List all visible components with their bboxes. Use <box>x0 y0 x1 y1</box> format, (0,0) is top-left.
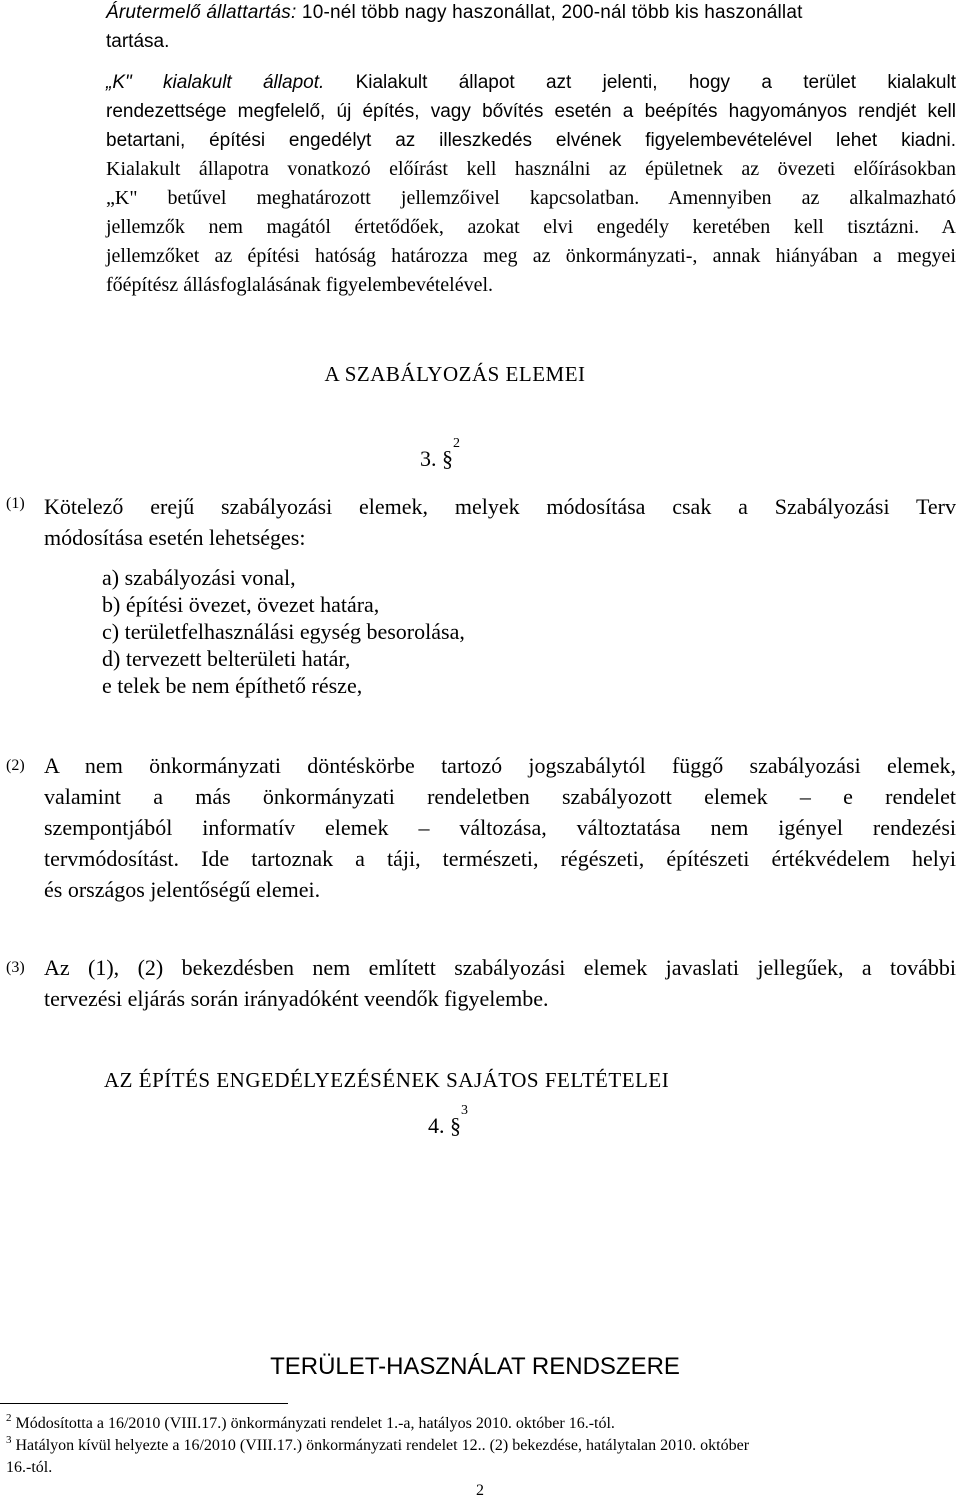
regulation-element-list <box>102 564 465 699</box>
para-1-text <box>44 491 956 553</box>
footnote-3 <box>6 1435 946 1479</box>
section-heading-text: AZ ÉPÍTÉS ENGEDÉLYEZÉSÉNEK SAJÁTOS FELTÉTELEI <box>104 1068 670 1092</box>
para-2-line-4: és országos jelentőségű elemei. <box>44 877 321 902</box>
footnote-marker: 3 <box>6 1434 12 1446</box>
para-number: (3) <box>6 959 25 976</box>
para-3-line-0: Az (1), (2) bekezdésben nem említett szabályozási elemek javaslati jellegűek, a további <box>44 955 956 980</box>
para-2-line-1: valamint a más önkormányzati rendeletben szabályozott elemek – e rendelet <box>44 784 956 809</box>
intro-term-definition: 10-nél több nagy haszonállat, 200-nál több kis haszonállat <box>296 2 803 23</box>
section-heading-szabalyozas <box>0 362 910 387</box>
page-number: 2 <box>476 1482 484 1499</box>
footnote-text: Módosította a 16/2010 (VIII.17.) önkormányzati rendelet 1.-a, hatályos 2010. október 16.-tól. <box>11 1415 615 1432</box>
k-line-0 <box>106 68 956 97</box>
k-line-6: jellemzőket az építési hatóság határozza meg az önkormányzati-, annak hiányában a megyei <box>106 245 956 267</box>
footnote-ref: 3 <box>461 1103 468 1118</box>
para-2-line-3: tervmódosítást. Ide tartoznak a táji, természeti, régészeti, építészeti értékvédelem helyi <box>44 846 956 871</box>
para-number: (2) <box>6 757 25 774</box>
para-2-line-0: A nem önkormányzati döntéskörbe tartozó jogszabálytól függő szabályozási elemek, <box>44 753 956 778</box>
footnote-separator <box>0 1403 288 1404</box>
intro-block <box>106 0 956 300</box>
k-term: „K" kialakult állapot. <box>106 72 325 93</box>
list-item: e telek be nem építhető része, <box>102 673 363 698</box>
k-line-1: rendezettsége megfelelő, új építés, vagy bővítés esetén a beépítés hagyományos rendjét kell <box>106 101 956 122</box>
intro-line-1 <box>106 0 956 27</box>
section-number-text: 4. <box>428 1113 445 1138</box>
section-heading-epites <box>104 1068 864 1093</box>
intro-line-2: tartása. <box>106 31 170 52</box>
footnote-text: Hatályon kívül helyezte a 16/2010 (VIII.17.) önkormányzati rendelet 12.. (2) bekezdése, hatálytalan 2010. október <box>11 1437 750 1454</box>
section-heading-text: TERÜLET-HASZNÁLAT RENDSZERE <box>270 1353 680 1380</box>
k-line-3: Kialakult állapotra vonatkozó előírást kell használni az épületnek az övezeti előírásokban <box>106 158 956 180</box>
para-3-line-1: tervezési eljárás során irányadóként veendők figyelembe. <box>44 986 549 1011</box>
para-2-text <box>44 750 956 905</box>
section-number-4 <box>428 1103 468 1139</box>
footnote-ref: 2 <box>453 436 460 451</box>
paragraph-sign: § <box>444 1113 461 1138</box>
k-text-0: Kialakult állapot azt jelenti, hogy a terület kialakult <box>324 72 956 93</box>
footnote-2 <box>6 1413 615 1435</box>
para-1-line-0: Kötelező erejű szabályozási elemek, melyek módosítása csak a Szabályozási Terv <box>44 494 956 519</box>
paragraph-sign: § <box>436 446 453 471</box>
para-1-line-1: módosítása esetén lehetséges: <box>44 525 306 550</box>
section-number-text: 3. <box>420 446 437 471</box>
para-number: (1) <box>6 495 25 512</box>
k-line-2: betartani, építési engedélyt az illeszkedés elvének figyelembevételével lehet kiadni. <box>106 130 956 151</box>
para-2-line-2: szempontjából informatív elemek – változása, változtatása nem igényel rendezési <box>44 815 956 840</box>
section-heading-terulet <box>0 1353 950 1381</box>
list-item: b) építési övezet, övezet határa, <box>102 592 380 617</box>
section-heading-text: A SZABÁLYOZÁS ELEMEI <box>324 362 586 386</box>
k-line-7: főépítész állásfoglalásának figyelembevételével. <box>106 274 494 296</box>
section-number-3 <box>420 436 460 472</box>
k-line-4: „K" betűvel meghatározott jellemzőivel kapcsolatban. Amennyiben az alkalmazható <box>106 187 956 209</box>
list-item: d) tervezett belterületi határ, <box>102 646 351 671</box>
list-item: c) területfelhasználási egység besorolása, <box>102 619 465 644</box>
para-3-text <box>44 952 956 1014</box>
k-line-5: jellemzők nem magától értetődőek, azokat elvi engedély keretében kell tisztázni. A <box>106 216 956 238</box>
list-item: a) szabályozási vonal, <box>102 565 296 590</box>
footnote-text-continued: 16.-tól. <box>6 1459 53 1476</box>
intro-term: Árutermelő állattartás: <box>106 2 297 23</box>
footnote-marker: 2 <box>6 1412 12 1424</box>
